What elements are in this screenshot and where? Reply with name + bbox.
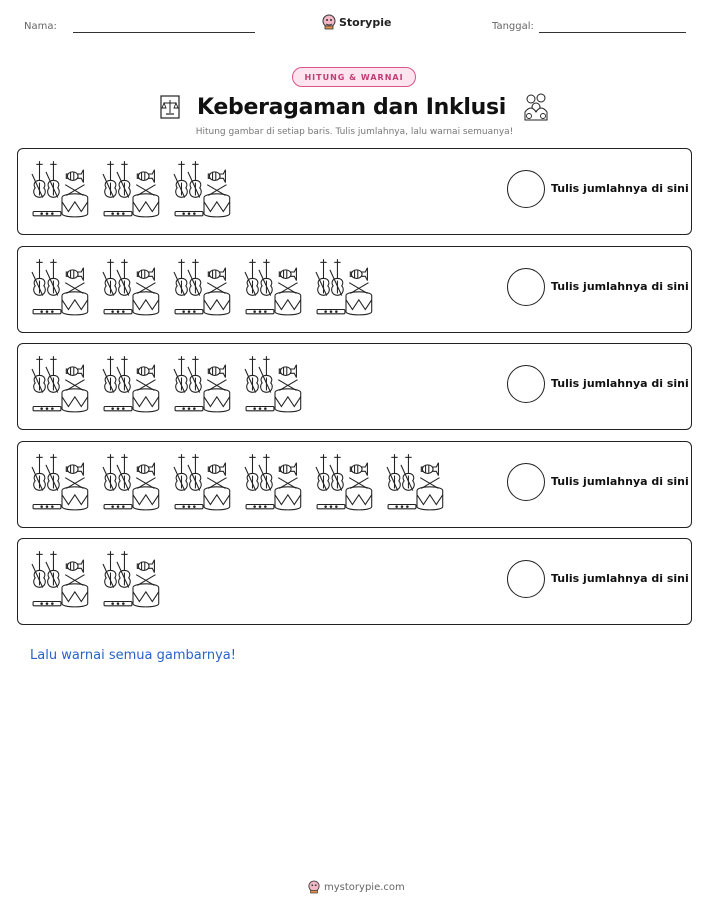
- musical-instruments-icon: [100, 549, 166, 609]
- musical-instruments-icon: [313, 257, 379, 317]
- counting-row-5: [17, 538, 692, 625]
- musical-instruments-icon: [313, 452, 379, 512]
- date-field[interactable]: [539, 32, 686, 33]
- answer-circle[interactable]: [507, 463, 545, 501]
- answer-circle[interactable]: [507, 170, 545, 208]
- counting-row-3: [17, 343, 692, 430]
- page-title: Keberagaman dan Inklusi: [197, 94, 506, 120]
- site-footer: [308, 880, 405, 894]
- musical-instruments-icon: [171, 257, 237, 317]
- answer-label: Tulis jumlahnya di sini: [551, 572, 689, 585]
- storypie-logo-icon: [308, 880, 320, 894]
- counting-row-2: [17, 246, 692, 333]
- title-row: [0, 90, 709, 124]
- musical-instruments-icon: [171, 452, 237, 512]
- musical-instruments-icon: [100, 257, 166, 317]
- musical-instruments-icon: [242, 257, 308, 317]
- answer-label: Tulis jumlahnya di sini: [551, 182, 689, 195]
- musical-instruments-icon: [242, 354, 308, 414]
- musical-instruments-icon: [100, 354, 166, 414]
- coloring-note: Lalu warnai semua gambarnya!: [30, 648, 236, 663]
- answer-label: Tulis jumlahnya di sini: [551, 474, 689, 488]
- answer-label: Tulis jumlahnya di sini: [551, 377, 689, 390]
- musical-instruments-icon: [29, 549, 95, 609]
- storypie-logo-icon: [322, 14, 336, 30]
- musical-instruments-icon: [384, 452, 450, 512]
- musical-instruments-icon: [100, 159, 166, 219]
- musical-instruments-icon: [171, 159, 237, 219]
- musical-instruments-icon: [171, 354, 237, 414]
- musical-instruments-icon: [29, 452, 95, 512]
- brand-name: Storypie: [339, 15, 392, 29]
- answer-circle[interactable]: [507, 268, 545, 306]
- scales-of-justice-icon: [159, 94, 181, 120]
- musical-instruments-icon: [100, 452, 166, 512]
- activity-badge: HITUNG & WARNAI: [292, 67, 416, 87]
- diverse-people-icon: [522, 92, 550, 122]
- answer-circle[interactable]: [507, 560, 545, 598]
- musical-instruments-icon: [29, 354, 95, 414]
- musical-instruments-icon: [29, 257, 95, 317]
- brand-logo: [322, 14, 391, 30]
- answer-circle[interactable]: [507, 365, 545, 403]
- name-field[interactable]: [73, 32, 255, 33]
- counting-row-4: [17, 441, 692, 528]
- musical-instruments-icon: [29, 159, 95, 219]
- name-label: Nama:: [24, 21, 57, 32]
- date-label: Tanggal:: [492, 21, 534, 32]
- musical-instruments-icon: [242, 452, 308, 512]
- site-url: mystorypie.com: [324, 881, 405, 893]
- counting-row-1: [17, 148, 692, 235]
- answer-label: Tulis jumlahnya di sini: [551, 279, 689, 293]
- instructions: Hitung gambar di setiap baris. Tulis jumlahnya, lalu warnai semuanya!: [195, 127, 514, 137]
